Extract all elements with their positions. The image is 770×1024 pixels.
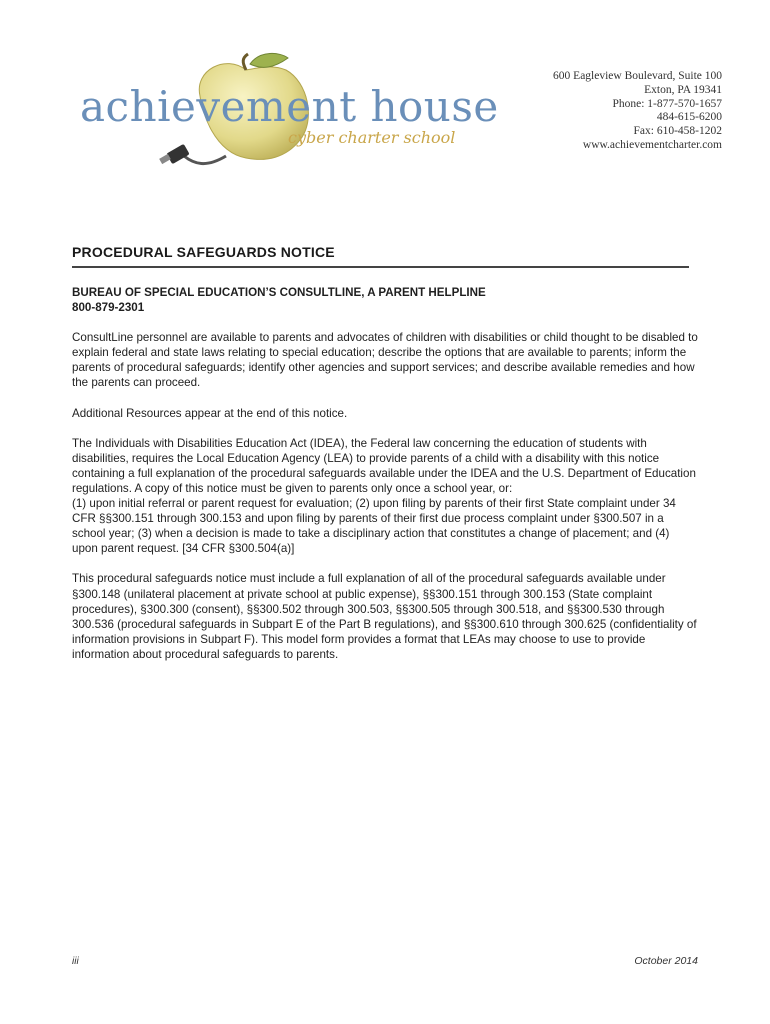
- paragraph-additional-resources: Additional Resources appear at the end of this notice.: [72, 406, 348, 420]
- address-phone: Phone: 1-877-570-1657: [612, 97, 722, 110]
- paragraph-consultline: ConsultLine personnel are available to parents and advocates of children with disabilities or child thought to be disabled to explain federal and state laws relating to special education; describe the options that are available to parents; inform the parents of procedural safeguards; identify other agencies and support services; and describe available remedies and how the parents can proceed.: [72, 331, 698, 390]
- paragraph-conditions: (1) upon initial referral or parent request for evaluation; (2) upon filing by parents of their first State complaint under 34 CFR §§300.151 through 300.153 and upon filing by parents of their first due process complaint under §300.507 in a school year; (3) when a decision is made to take a disciplinary action that constitutes a change of placement; and (4) upon parent request. [34 CFR §300.504(a)]: [72, 497, 676, 556]
- address-city: Exton, PA 19341: [644, 83, 722, 96]
- school-address: [553, 70, 722, 153]
- address-website[interactable]: www.achievementcharter.com: [582, 138, 722, 151]
- footer-date: October 2014: [634, 955, 698, 967]
- page-number: iii: [72, 956, 79, 967]
- bureau-phone: 800-879-2301: [72, 301, 145, 315]
- title-divider: [72, 266, 689, 268]
- logo-tagline: cyber charter school: [288, 128, 456, 147]
- address-street: 600 Eagleview Boulevard, Suite 100: [553, 70, 722, 82]
- document-body: [72, 285, 698, 677]
- paragraph-idea: The Individuals with Disabilities Education Act (IDEA), the Federal law concerning the education of students with disabilities, requires the Local Education Agency (LEA) to provide parents of a child with a disability with this notice containing a full explanation of the procedural safeguards available under the IDEA and the U.S. Department of Education regulations. A copy of this notice must be given to parents only once a school year, or:: [72, 436, 696, 495]
- bureau-heading: BUREAU OF SPECIAL EDUCATION’S CONSULTLINE, A PARENT HELPLINE: [72, 286, 486, 299]
- school-logo: [76, 52, 499, 182]
- logo-wordmark: achievement house: [80, 82, 499, 131]
- address-phone-alt: 484-615-6200: [656, 111, 722, 124]
- address-fax: Fax: 610-458-1202: [633, 125, 722, 138]
- paragraph-safeguards: This procedural safeguards notice must include a full explanation of all of the procedural safeguards available under §300.148 (unilateral placement at private school at public expense), §§300.151 through 300.153 (State complaint procedures), §300.300 (consent), §§300.502 through 300.503, §§300.505 through 300.518, and §§300.530 through 300.536 (procedural safeguards in Subpart E of the Part B regulations), and §§300.610 through 300.625 (confidentiality of information provisions in Subpart F). This model form provides a format that LEAs may choose to use to provide information about procedural safeguards to parents.: [72, 572, 697, 661]
- page-title: PROCEDURAL SAFEGUARDS NOTICE: [72, 244, 335, 260]
